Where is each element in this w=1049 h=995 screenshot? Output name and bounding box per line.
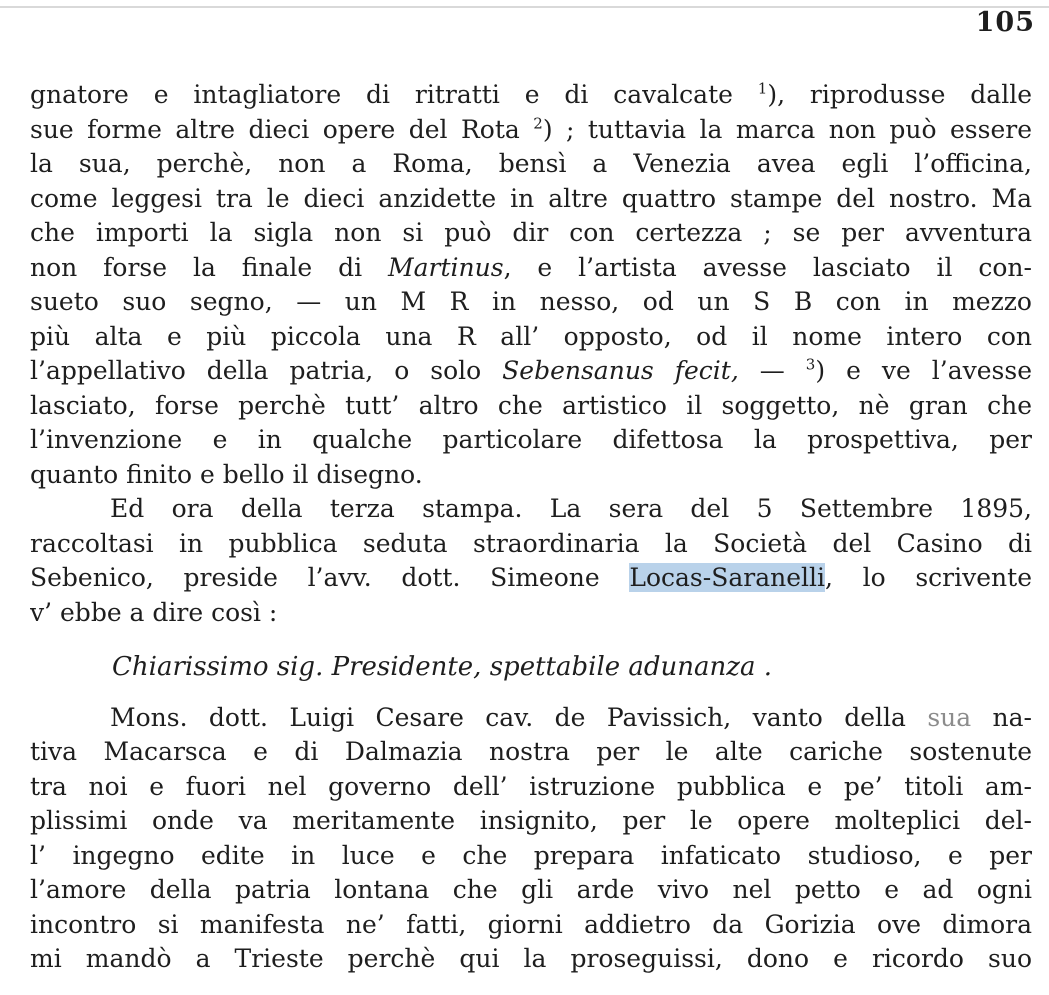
salutation-heading: Chiarissimo sig. Presidente, spettabile adunanza . [112, 652, 773, 682]
text-line: l’amore della patria lontana che gli arde vivo nel petto e ad ogni [30, 875, 1032, 904]
text-line: mi mandò a Trieste perchè qui la proseguissi, dono e ricordo suo [30, 944, 1032, 973]
footnote-marker: 1 [757, 79, 768, 98]
text-line: come leggesi tra le dieci anzidette in altre quattro stampe del nostro. Ma [30, 183, 1032, 213]
text-line: sueto suo segno, — un M R in nesso, od un S B con in mezzo [30, 287, 1032, 316]
text-line: più alta e più piccola una R all’ opposto, od il nome intero con [30, 321, 1032, 351]
text-line: Mons. dott. Luigi Cesare cav. de Pavissich, vanto della sua na- [110, 702, 1032, 732]
text-line: tiva Macarsca e di Dalmazia nostra per le alte cariche sostenute [30, 737, 1032, 766]
text-line: quanto finito e bello il disegno. [30, 459, 423, 489]
footnote-marker: 3 [805, 355, 816, 374]
faded-word: sua [927, 702, 972, 732]
top-rule [0, 6, 1049, 8]
text-line: v’ ebbe a dire così : [30, 597, 278, 627]
text-line: non forse la finale di Martinus, e l’artista avesse lasciato il con- [30, 252, 1032, 282]
italic-name: Martinus [388, 252, 504, 282]
text-line: Sebenico, preside l’avv. dott. Simeone Locas-Saranelli, lo scrivente [30, 563, 1032, 592]
text-line: raccoltasi in pubblica seduta straordinaria la Società del Casino di [30, 528, 1032, 558]
text-line: lasciato, forse perchè tutt’ altro che artistico il soggetto, nè gran che [30, 390, 1032, 420]
italic-signature: Sebensanus fecit, [502, 356, 739, 385]
text-line: Ed ora della terza stampa. La sera del 5 Settembre 1895, [110, 494, 1032, 523]
text-line: sue forme altre dieci opere del Rota $^2$) ; tuttavia la marca non può essere [30, 114, 1032, 144]
text-line: l’appellativo della patria, o solo Sebensanus fecit, — $^3$) e ve l’avesse [30, 355, 1032, 385]
selected-text-highlight[interactable]: Locas-Saranelli [629, 563, 825, 592]
text-line: plissimi onde va meritamente insignito, per le opere molteplici del- [30, 806, 1032, 835]
text-line: l’ ingegno edite in luce e che prepara infaticato studioso, e per [30, 840, 1032, 870]
text-line: gnatore e intagliatore di ritratti e di cavalcate $^1$), riprodusse dalle [30, 79, 1032, 109]
text-line: la sua, perchè, non a Roma, bensì a Venezia avea egli l’officina, [30, 149, 1032, 178]
text-line: l’invenzione e in qualche particolare difettosa la prospettiva, per [30, 425, 1032, 454]
page-number: 105 [975, 7, 1035, 38]
text-block [30, 78, 1032, 977]
footnote-marker: 2 [533, 114, 543, 133]
text-line: incontro si manifesta ne’ fatti, giorni addietro da Gorizia ove dimora [30, 909, 1032, 939]
text-line: tra noi e fuori nel governo dell’ istruzione pubblica e pe’ titoli am- [30, 771, 1032, 801]
text-line: che importi la sigla non si può dir con certezza ; se per avventura [30, 218, 1032, 247]
